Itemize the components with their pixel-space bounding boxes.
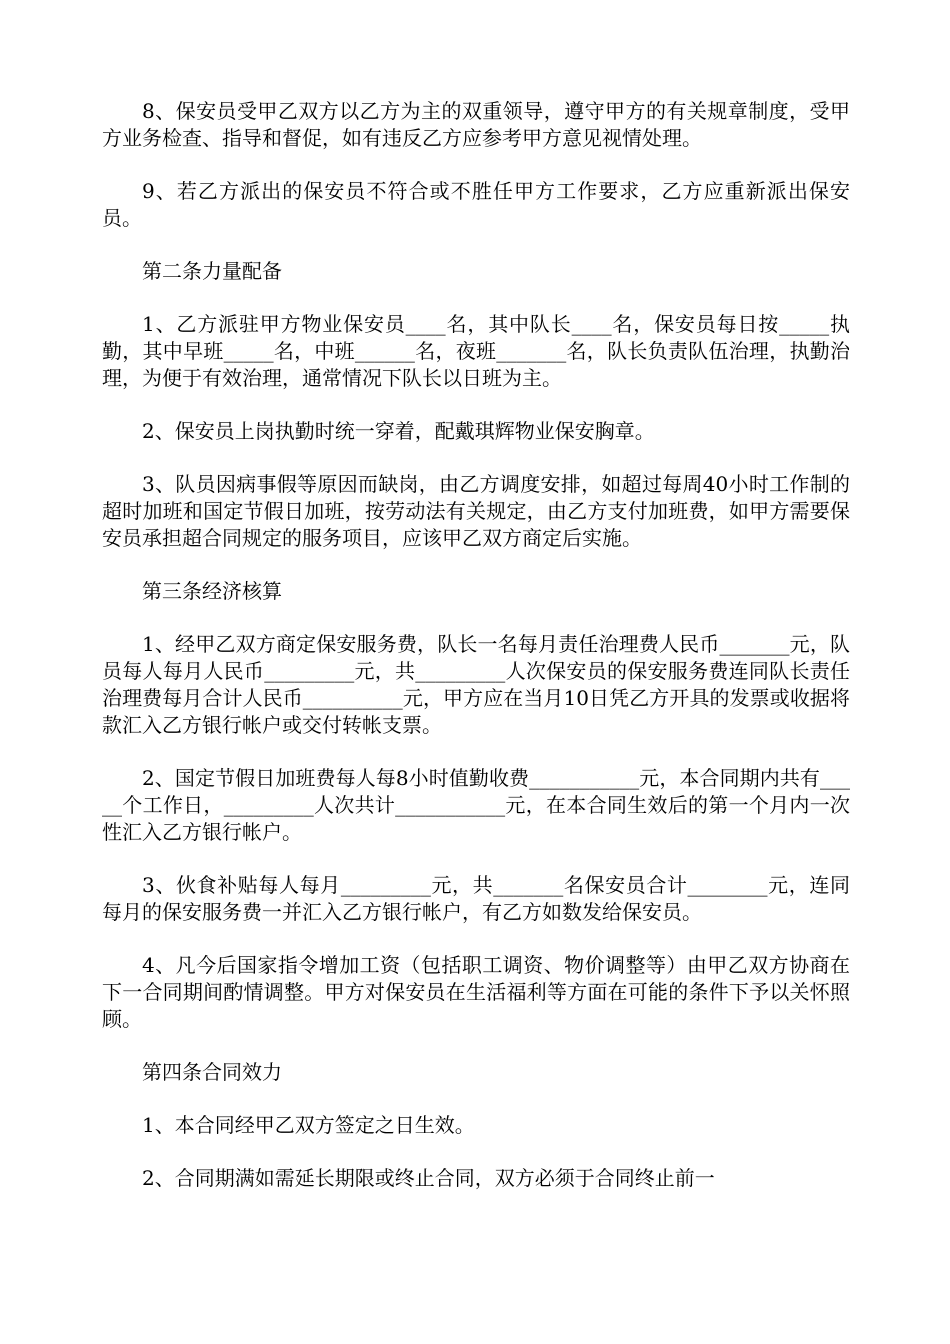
clause-paragraph: 8、保安员受甲乙双方以乙方为主的双重领导，遵守甲方的有关规章制度，受甲方业务检查、指导和督促，如有违反乙方应参考甲方意见视情处理。 (102, 99, 850, 150)
clause-paragraph: 9、若乙方派出的保安员不符合或不胜任甲方工作要求，乙方应重新派出保安员。 (102, 179, 850, 230)
section-heading: 第三条经济核算 (142, 579, 282, 603)
clause-paragraph: 3、队员因病事假等原因而缺岗，由乙方调度安排，如超过每周40小时工作制的超时加班和国定节假日加班，按劳动法有关规定，由乙方支付加班费，如甲方需要保安员承担超合同规定的服务项目，应该甲乙双方商定后实施。 (102, 472, 850, 550)
clause-paragraph: 4、凡今后国家指令增加工资（包括职工调资、物价调整等）由甲乙双方协商在下一合同期间酌情调整。甲方对保安员在生活福利等方面在可能的条件下予以关怀照顾。 (102, 953, 850, 1031)
clause-paragraph: 2、合同期满如需延长期限或终止合同，双方必须于合同终止前一 (142, 1166, 715, 1190)
clause-paragraph: 3、伙食补贴每人每月_________元，共_______名保安员合计________元，连同每月的保安服务费一并汇入乙方银行帐户，有乙方如数发给保安员。 (102, 873, 850, 924)
clause-paragraph: 1、经甲乙双方商定保安服务费，队长一名每月责任治理费人民币_______元，队员每人每月人民币_________元，共_________人次保安员的保安服务费连同队长责任治理费每月合计人民币__________元，甲方应在当月10日凭乙方开具的发票或收据将款汇入乙方银行帐户或交付转帐支票。 (102, 632, 850, 737)
clause-paragraph: 2、保安员上岗执勤时统一穿着，配戴琪辉物业保安胸章。 (142, 419, 655, 443)
clause-paragraph: 1、乙方派驻甲方物业保安员____名，其中队长____名，保安员每日按_____执勤，其中早班_____名，中班______名，夜班_______名，队长负责队伍治理，执勤治理，为便于有效治理，通常情况下队长以日班为主。 (102, 312, 850, 390)
section-heading: 第四条合同效力 (142, 1060, 282, 1084)
section-heading: 第二条力量配备 (142, 259, 282, 283)
clause-paragraph: 1、本合同经甲乙双方签定之日生效。 (142, 1113, 475, 1137)
clause-paragraph: 2、国定节假日加班费每人每8小时值勤收费___________元，本合同期内共有_____个工作日，_________人次共计___________元，在本合同生效后的第一个月内一次性汇入乙方银行帐户。 (102, 766, 850, 844)
document-page (102, 98, 850, 1218)
